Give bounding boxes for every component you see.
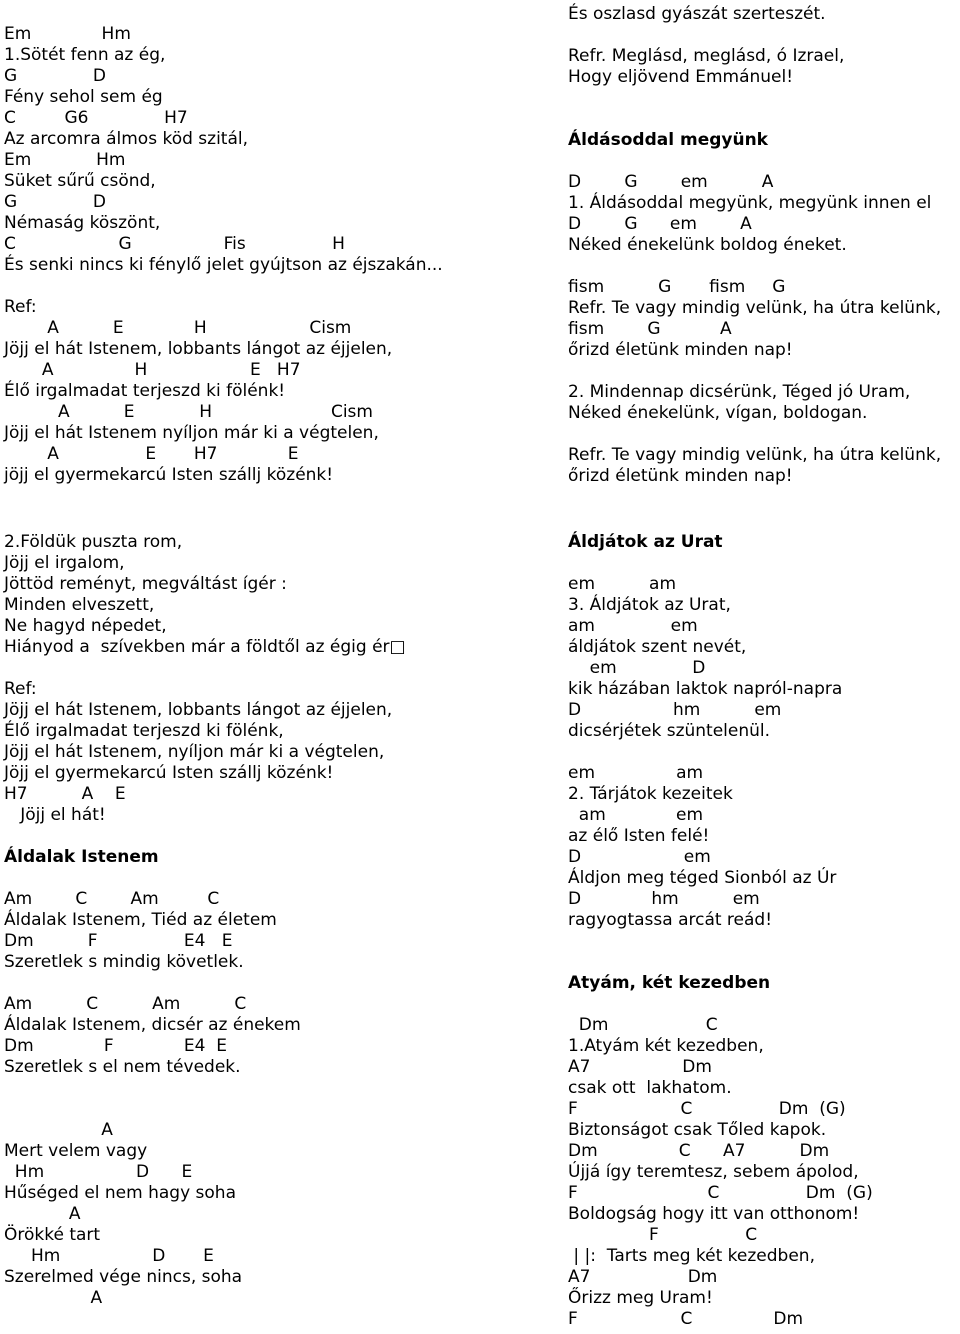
song-line: az élő Isten felé! <box>568 826 710 846</box>
song-line: Ref: <box>4 679 37 699</box>
song-line: Boldogság hogy itt van otthonom! <box>568 1204 860 1224</box>
song-line: A <box>4 1120 113 1140</box>
song-line: Jöjj el gyermekarcú Isten szállj közénk! <box>4 763 334 783</box>
song-line: | |: Tarts meg két kezedben, <box>568 1246 815 1266</box>
song-line: Refr. Meglásd, meglásd, ó Izrael, <box>568 46 845 66</box>
song-line: Ref: <box>4 297 37 317</box>
song-line: Refr. Te vagy mindig velünk, ha útra kelünk, <box>568 298 942 318</box>
song-line: A E H7 E <box>4 444 299 464</box>
song-line: A <box>4 1204 81 1224</box>
song-line: A7 Dm <box>568 1267 718 1287</box>
song-line: Szerelmed vége nincs, soha <box>4 1267 243 1287</box>
song-line: Örökké tart <box>4 1225 101 1245</box>
song-line: Élő irgalmadat terjeszd ki fölénk, <box>4 721 284 741</box>
song-line: őrizd életünk minden nap! <box>568 466 793 486</box>
song-line: Jöjj el hát Istenem, nyíljon már ki a végtelen, <box>4 742 385 762</box>
blank-line <box>568 361 941 382</box>
song-line: A E H Cism <box>4 402 373 422</box>
song-line: dicsérjétek szüntelenül. <box>568 721 771 741</box>
song-line: Em Hm <box>4 24 131 44</box>
song-line: 1. Áldásoddal megyünk, megyünk innen el <box>568 193 932 213</box>
blank-line <box>568 952 873 973</box>
song-line: És oszlasd gyászát szerteszét. <box>568 4 826 24</box>
song-column-aldasoddal <box>568 4 941 487</box>
song-line: Hűséged el nem hagy soha <box>4 1183 236 1203</box>
blank-line <box>4 276 443 297</box>
song-line: 2. Mindennap dicsérünk, Téged jó Uram, <box>568 382 911 402</box>
song-line: fism G A <box>568 319 732 339</box>
song-line: 1.Sötét fenn az ég, <box>4 45 166 65</box>
song-line: Em Hm <box>4 150 126 170</box>
song-line: G D <box>4 192 106 212</box>
song-line: A7 Dm <box>568 1057 712 1077</box>
song-line: Dm C A7 Dm <box>568 1141 830 1161</box>
song-line: am em <box>568 805 704 825</box>
song-line: A <box>4 1288 103 1308</box>
song-line: A H E H7 <box>4 360 301 380</box>
song-line: Az arcomra álmos köd szitál, <box>4 129 249 149</box>
song-line: őrizd életünk minden nap! <box>568 340 793 360</box>
song-line: em am <box>568 763 704 783</box>
song-line: C G Fis H <box>4 234 345 254</box>
song-title: Áldalak Istenem <box>4 847 159 867</box>
song-line: Am C Am C <box>4 994 247 1014</box>
blank-line <box>568 424 941 445</box>
song-line: Őrizz meg Uram! <box>568 1288 713 1308</box>
song-line: Áldalak Istenem, Tiéd az életem <box>4 910 277 930</box>
blank-line <box>568 256 941 277</box>
song-line: Am C Am C <box>4 889 220 909</box>
song-line: D G em A <box>568 172 774 192</box>
song-line: Hiányod a szívekben már a földtől az égig ér□ <box>4 637 406 657</box>
song-title: Atyám, két kezedben <box>568 973 771 993</box>
song-line: 2.Földük puszta rom, <box>4 532 183 552</box>
blank-line <box>568 994 873 1015</box>
song-line: Jöjj el hát Istenem, lobbants lángot az éjjelen, <box>4 700 393 720</box>
song-line: 3. Áldjátok az Urat, <box>568 595 731 615</box>
song-line: Biztonságot csak Tőled kapok. <box>568 1120 827 1140</box>
song-line: áldjátok szent nevét, <box>568 637 747 657</box>
blank-line <box>568 742 873 763</box>
song-line: Jöjj el irgalom, <box>4 553 125 573</box>
blank-line <box>4 658 406 679</box>
blank-line <box>4 973 406 994</box>
song-line: F C <box>568 1225 758 1245</box>
song-line: Dm F E4 E <box>4 1036 228 1056</box>
song-line: 1.Atyám két kezedben, <box>568 1036 764 1056</box>
song-line: D em <box>568 847 711 867</box>
song-line: F C Dm (G) <box>568 1099 846 1119</box>
song-line: C G6 H7 <box>4 108 188 128</box>
song-line: Újjá így teremtesz, sebem ápolod, <box>568 1162 859 1182</box>
song-line: Fény sehol sem ég <box>4 87 163 107</box>
song-line: Süket sűrű csönd, <box>4 171 156 191</box>
song-line: Élő irgalmadat terjeszd ki fölénk! <box>4 381 286 401</box>
song-line: kik házában laktok napról-napra <box>568 679 843 699</box>
song-line: Dm F E4 E <box>4 931 233 951</box>
song-line: Dm C <box>568 1015 718 1035</box>
blank-line <box>4 1099 406 1120</box>
song-line: Jöjj el hát Istenem nyíljon már ki a végtelen, <box>4 423 379 443</box>
song-line: Ne hagyd népedet, <box>4 616 167 636</box>
song-line: fism G fism G <box>568 277 786 297</box>
song-line: D G em A <box>568 214 752 234</box>
song-line: D hm em <box>568 889 760 909</box>
song-line: Némaság köszönt, <box>4 213 161 233</box>
song-line: Néked énekelünk, vígan, boldogan. <box>568 403 868 423</box>
blank-line <box>568 109 941 130</box>
song-line: Szeretlek s mindig követlek. <box>4 952 244 972</box>
song-line: Hm D E <box>4 1162 193 1182</box>
song-title: Áldásoddal megyünk <box>568 130 768 150</box>
song-line: Jöjj el hát Istenem, lobbants lángot az éjjelen, <box>4 339 393 359</box>
blank-line <box>568 553 873 574</box>
song-line: F C Dm (G) <box>568 1183 873 1203</box>
song-line: jöjj el gyermekarcú Isten szállj közénk! <box>4 465 334 485</box>
blank-line <box>4 868 406 889</box>
song-line: A E H Cism <box>4 318 352 338</box>
song-column-sotet-fenn <box>4 24 443 486</box>
song-column-aldjatok-atyam <box>568 532 873 1330</box>
blank-line <box>568 931 873 952</box>
song-line: ragyogtassa arcát reád! <box>568 910 773 930</box>
song-line: Szeretlek s el nem tévedek. <box>4 1057 241 1077</box>
song-line: Áldjon meg téged Sionból az Úr <box>568 868 837 888</box>
song-line: D hm em <box>568 700 782 720</box>
song-line: F C Dm <box>568 1309 804 1329</box>
blank-line <box>568 25 941 46</box>
song-line: am em <box>568 616 698 636</box>
song-line: 2. Tárjátok kezeitek <box>568 784 733 804</box>
song-line: em D <box>568 658 706 678</box>
song-line: Refr. Te vagy mindig velünk, ha útra kelünk, <box>568 445 942 465</box>
song-line: Jöttöd reményt, megváltást ígér : <box>4 574 287 594</box>
blank-line <box>568 88 941 109</box>
blank-line <box>4 1078 406 1099</box>
song-line: G D <box>4 66 106 86</box>
song-line: Mert velem vagy <box>4 1141 148 1161</box>
song-title: Áldjátok az Urat <box>568 532 723 552</box>
blank-line <box>568 151 941 172</box>
song-line: Jöjj el hát! <box>4 805 106 825</box>
song-line: Hm D E <box>4 1246 214 1266</box>
song-line: H7 A E <box>4 784 126 804</box>
song-line: Hogy eljövend Emmánuel! <box>568 67 794 87</box>
blank-line <box>4 826 406 847</box>
song-line: Minden elveszett, <box>4 595 155 615</box>
song-column-folduk-aldalak <box>4 532 406 1309</box>
song-line: Áldalak Istenem, dicsér az énekem <box>4 1015 301 1035</box>
song-line: em am <box>568 574 677 594</box>
song-line: Néked énekelünk boldog éneket. <box>568 235 847 255</box>
song-line: csak ott lakhatom. <box>568 1078 732 1098</box>
song-line: És senki nincs ki fénylő jelet gyújtson az éjszakán... <box>4 255 443 275</box>
